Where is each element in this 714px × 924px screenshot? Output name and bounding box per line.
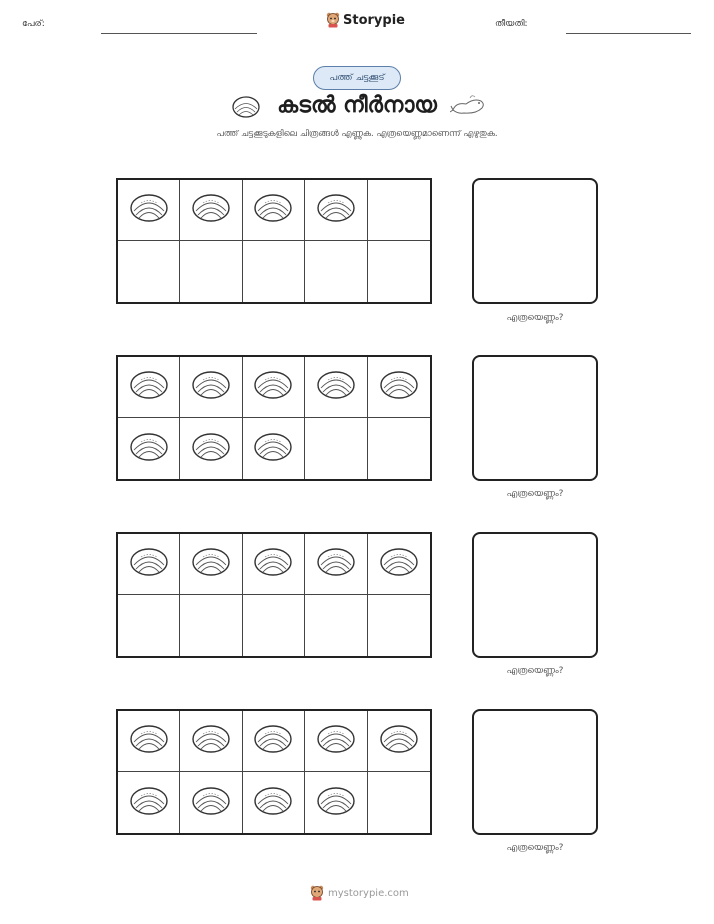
- frame-cell: [118, 772, 180, 833]
- clam-shell-icon: [316, 369, 356, 405]
- frame-cell: [118, 180, 180, 241]
- answer-box-3[interactable]: [472, 532, 598, 658]
- frame-cell: [368, 711, 430, 772]
- clam-shell-icon: [191, 431, 231, 467]
- clam-shell-icon: [253, 192, 293, 228]
- instructions: പത്ത് ചട്ടക്കൂടുകളിലെ ചിത്രങ്ങൾ എണ്ണുക. എത്രയെണ്ണമാണെന്ന് എഴുതുക.: [216, 129, 498, 139]
- clam-shell-icon: [316, 723, 356, 759]
- frame-cell: [243, 595, 305, 656]
- clam-shell-icon: [191, 723, 231, 759]
- frame-cell: [180, 711, 242, 772]
- brand-logo: [326, 12, 405, 28]
- frame-cell: [118, 241, 180, 302]
- ten-frame-1: [116, 178, 432, 304]
- frame-cell: [180, 534, 242, 595]
- date-label: തീയതി:: [495, 19, 528, 29]
- answer-label-2: എത്രയെണ്ണം?: [506, 489, 564, 499]
- answer-label-4: എത്രയെണ്ണം?: [506, 843, 564, 853]
- footer-site: mystorypie.com: [328, 887, 409, 899]
- frame-cell: [368, 595, 430, 656]
- clam-shell-icon: [129, 546, 169, 582]
- frame-cell: [243, 534, 305, 595]
- answer-box-1[interactable]: [472, 178, 598, 304]
- frame-cell: [243, 241, 305, 302]
- clam-shell-icon: [191, 785, 231, 821]
- frame-cell: [180, 241, 242, 302]
- ten-frame-4: [116, 709, 432, 835]
- storypie-bear-icon: [326, 12, 340, 28]
- frame-cell: [118, 357, 180, 418]
- frame-cell: [305, 180, 367, 241]
- clam-shell-icon: [129, 369, 169, 405]
- sea-otter-icon: [450, 92, 486, 120]
- ten-frame-3: [116, 532, 432, 658]
- frame-cell: [305, 357, 367, 418]
- clam-shell-icon: [253, 723, 293, 759]
- frame-cell: [305, 418, 367, 479]
- clam-shell-icon: [379, 723, 419, 759]
- frame-cell: [118, 711, 180, 772]
- clam-shell-icon: [253, 369, 293, 405]
- clam-shell-icon: [379, 369, 419, 405]
- clam-shell-icon: [129, 192, 169, 228]
- clam-shell-icon: [316, 192, 356, 228]
- clam-shell-icon: [253, 785, 293, 821]
- answer-box-4[interactable]: [472, 709, 598, 835]
- frame-cell: [180, 772, 242, 833]
- clam-shell-icon: [253, 431, 293, 467]
- clam-shell-icon: [316, 546, 356, 582]
- frame-cell: [180, 595, 242, 656]
- frame-cell: [243, 711, 305, 772]
- frame-cell: [368, 534, 430, 595]
- footer: [310, 885, 409, 901]
- frame-cell: [180, 357, 242, 418]
- frame-cell: [368, 418, 430, 479]
- clam-shell-icon: [191, 546, 231, 582]
- ten-frame-2: [116, 355, 432, 481]
- frame-cell: [305, 711, 367, 772]
- clam-shell-icon: [129, 723, 169, 759]
- frame-cell: [180, 180, 242, 241]
- frame-cell: [118, 418, 180, 479]
- frame-cell: [305, 772, 367, 833]
- name-label: പേര്:: [22, 19, 45, 29]
- frame-cell: [243, 418, 305, 479]
- frame-cell: [243, 180, 305, 241]
- page-title: കടൽ നീർനായ: [277, 93, 437, 118]
- frame-cell: [368, 772, 430, 833]
- clam-shell-icon: [379, 546, 419, 582]
- frame-cell: [180, 418, 242, 479]
- frame-cell: [243, 357, 305, 418]
- frame-cell: [305, 595, 367, 656]
- storypie-bear-icon: [310, 885, 324, 901]
- clam-shell-icon: [191, 192, 231, 228]
- frame-cell: [368, 241, 430, 302]
- clam-shell-icon: [253, 546, 293, 582]
- clam-shell-icon: [129, 785, 169, 821]
- frame-cell: [243, 772, 305, 833]
- date-line[interactable]: [566, 33, 691, 34]
- frame-cell: [305, 241, 367, 302]
- clam-shell-icon: [191, 369, 231, 405]
- frame-cell: [118, 595, 180, 656]
- clam-shell-icon: [129, 431, 169, 467]
- frame-cell: [305, 534, 367, 595]
- answer-label-1: എത്രയെണ്ണം?: [506, 313, 564, 323]
- brand-name: Storypie: [343, 12, 405, 28]
- answer-box-2[interactable]: [472, 355, 598, 481]
- frame-cell: [368, 357, 430, 418]
- frame-cell: [368, 180, 430, 241]
- worksheet-type-badge: പത്ത് ചട്ടക്കൂട്: [313, 66, 401, 90]
- frame-cell: [118, 534, 180, 595]
- answer-label-3: എത്രയെണ്ണം?: [506, 666, 564, 676]
- clam-shell-icon: [316, 785, 356, 821]
- name-line[interactable]: [101, 33, 257, 34]
